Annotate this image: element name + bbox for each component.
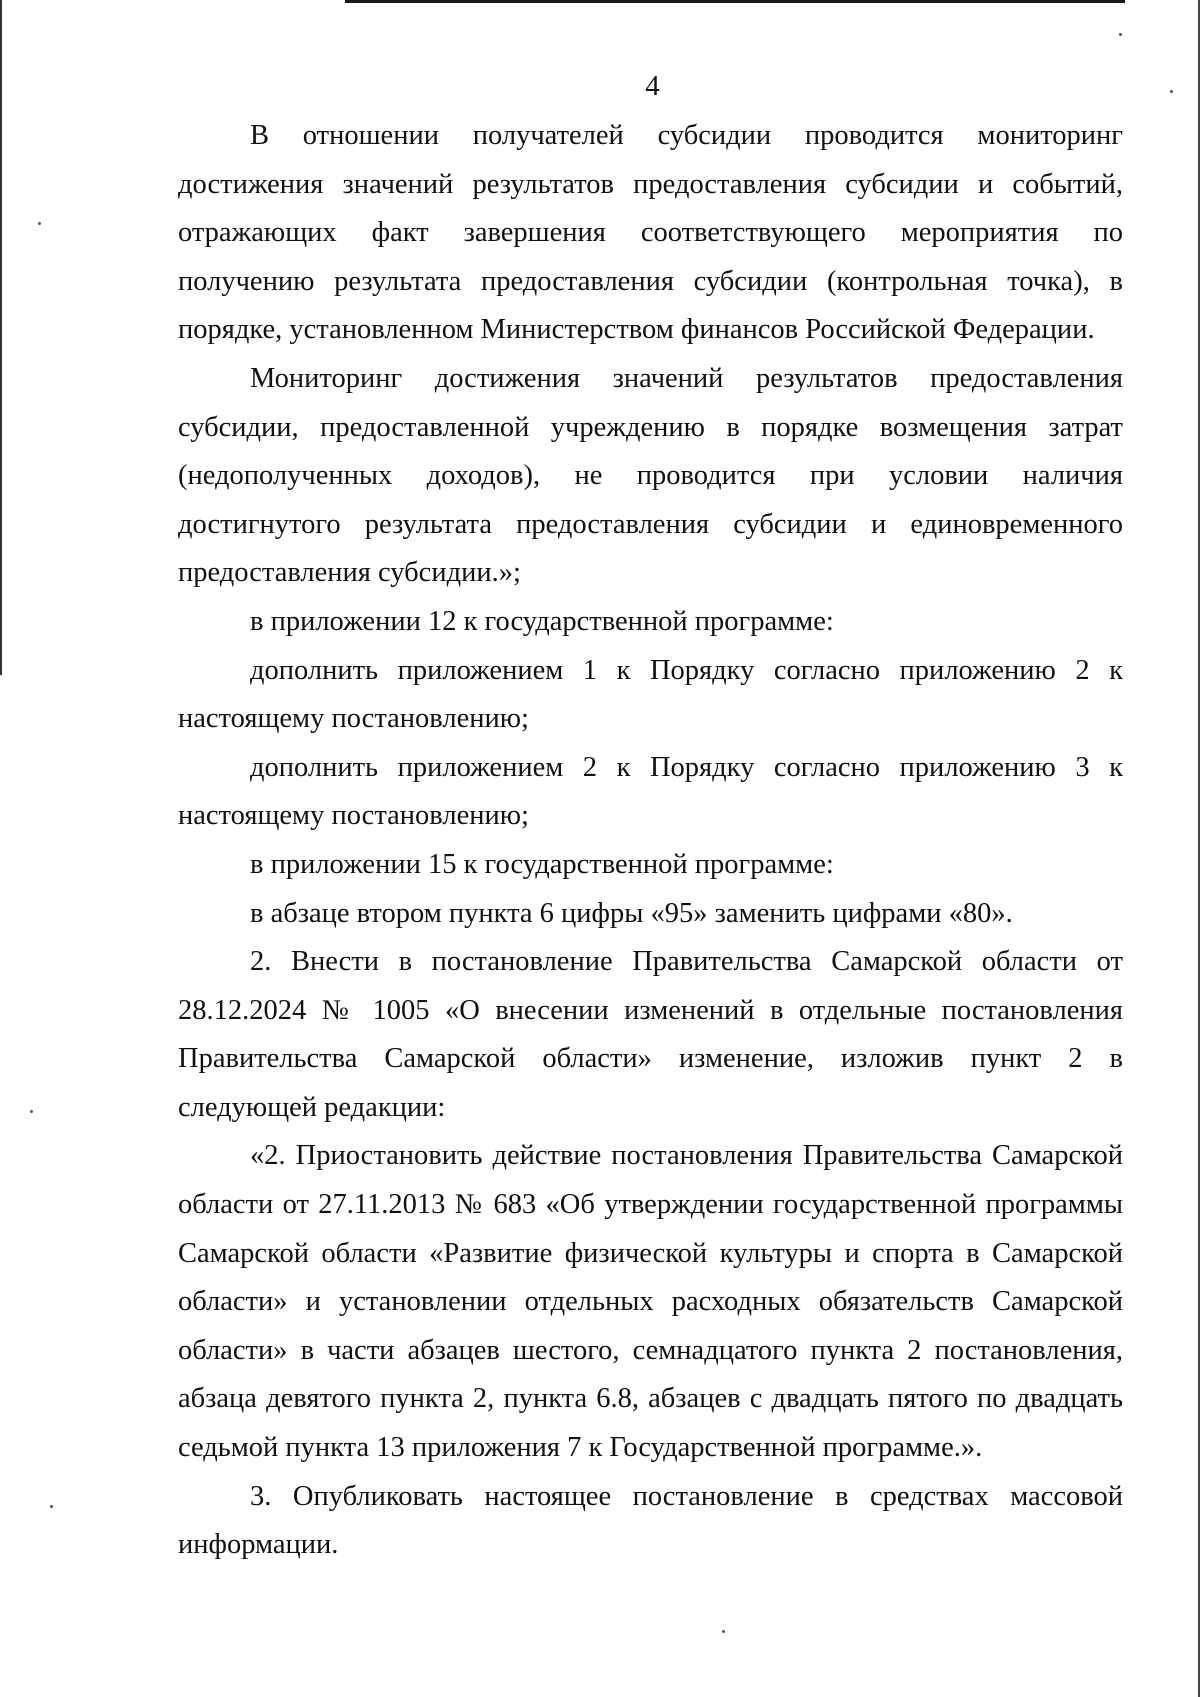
scan-speck bbox=[50, 1505, 53, 1508]
paragraph-add-appendix-2: дополнить приложением 2 к Порядку согласно приложению 3 к настоящему постановлению; bbox=[178, 751, 1123, 832]
paragraph-replace-figures: в абзаце втором пункта 6 цифры «95» заменить цифрами «80». bbox=[250, 897, 1013, 929]
scan-speck bbox=[38, 222, 41, 225]
paragraph-item-3: 3. Опубликовать настоящее постановление в средствах массовой информации. bbox=[178, 1480, 1123, 1561]
scan-speck bbox=[30, 1110, 33, 1113]
paragraph-monitoring-recipients: В отношении получателей субсидии проводится мониторинг достижения значений результатов предоставления субсидии и событий, отражающих факт завершения соответствующего мероприятия по получению результата предоставления субсидии (контрольная точка), в порядке, установленном Министерством финансов Российской Федерации. bbox=[178, 120, 1123, 346]
scan-top-edge bbox=[345, 0, 1125, 3]
scan-speck bbox=[722, 1630, 725, 1633]
paragraph-monitoring-institution: Мониторинг достижения значений результатов предоставления субсидии, предоставленной учреждению в порядке возмещения затрат (недополученных доходов), не проводится при условии наличия достигнутого результата предоставления субсидии и единовременного предоставления субсидии.»; bbox=[178, 362, 1123, 589]
paragraph-appendix-12: в приложении 12 к государственной программе: bbox=[250, 605, 834, 637]
document-body bbox=[178, 112, 1123, 1570]
page-number: 4 bbox=[645, 70, 660, 102]
paragraph-item-2-quote: «2. Приостановить действие постановления Правительства Самарской области от 27.11.2013 № 683 «Об утверждении государственной программы Самарской области «Развитие физической культуры и спорта в Самарской области» и установлении отдельных расходных обязательств Самарской области» в части абзацев шестого, семнадцатого пункта 2 постановления, абзаца девятого пункта 2, пункта 6.8, абзацев с двадцать пятого по двадцать седьмой пункта 13 приложения 7 к Государственной программе.». bbox=[178, 1140, 1123, 1464]
paragraph-appendix-15: в приложении 15 к государственной программе: bbox=[250, 848, 834, 880]
paragraph-item-2: 2. Внести в постановление Правительства Самарской области от 28.12.2024 № 1005 «О внесении изменений в отдельные постановления Правительства Самарской области» изменение, изложив пункт 2 в следующей редакции: bbox=[178, 946, 1123, 1123]
paragraph-add-appendix-1: дополнить приложением 1 к Порядку согласно приложению 2 к настоящему постановлению; bbox=[178, 654, 1123, 735]
scan-speck bbox=[1119, 33, 1122, 36]
